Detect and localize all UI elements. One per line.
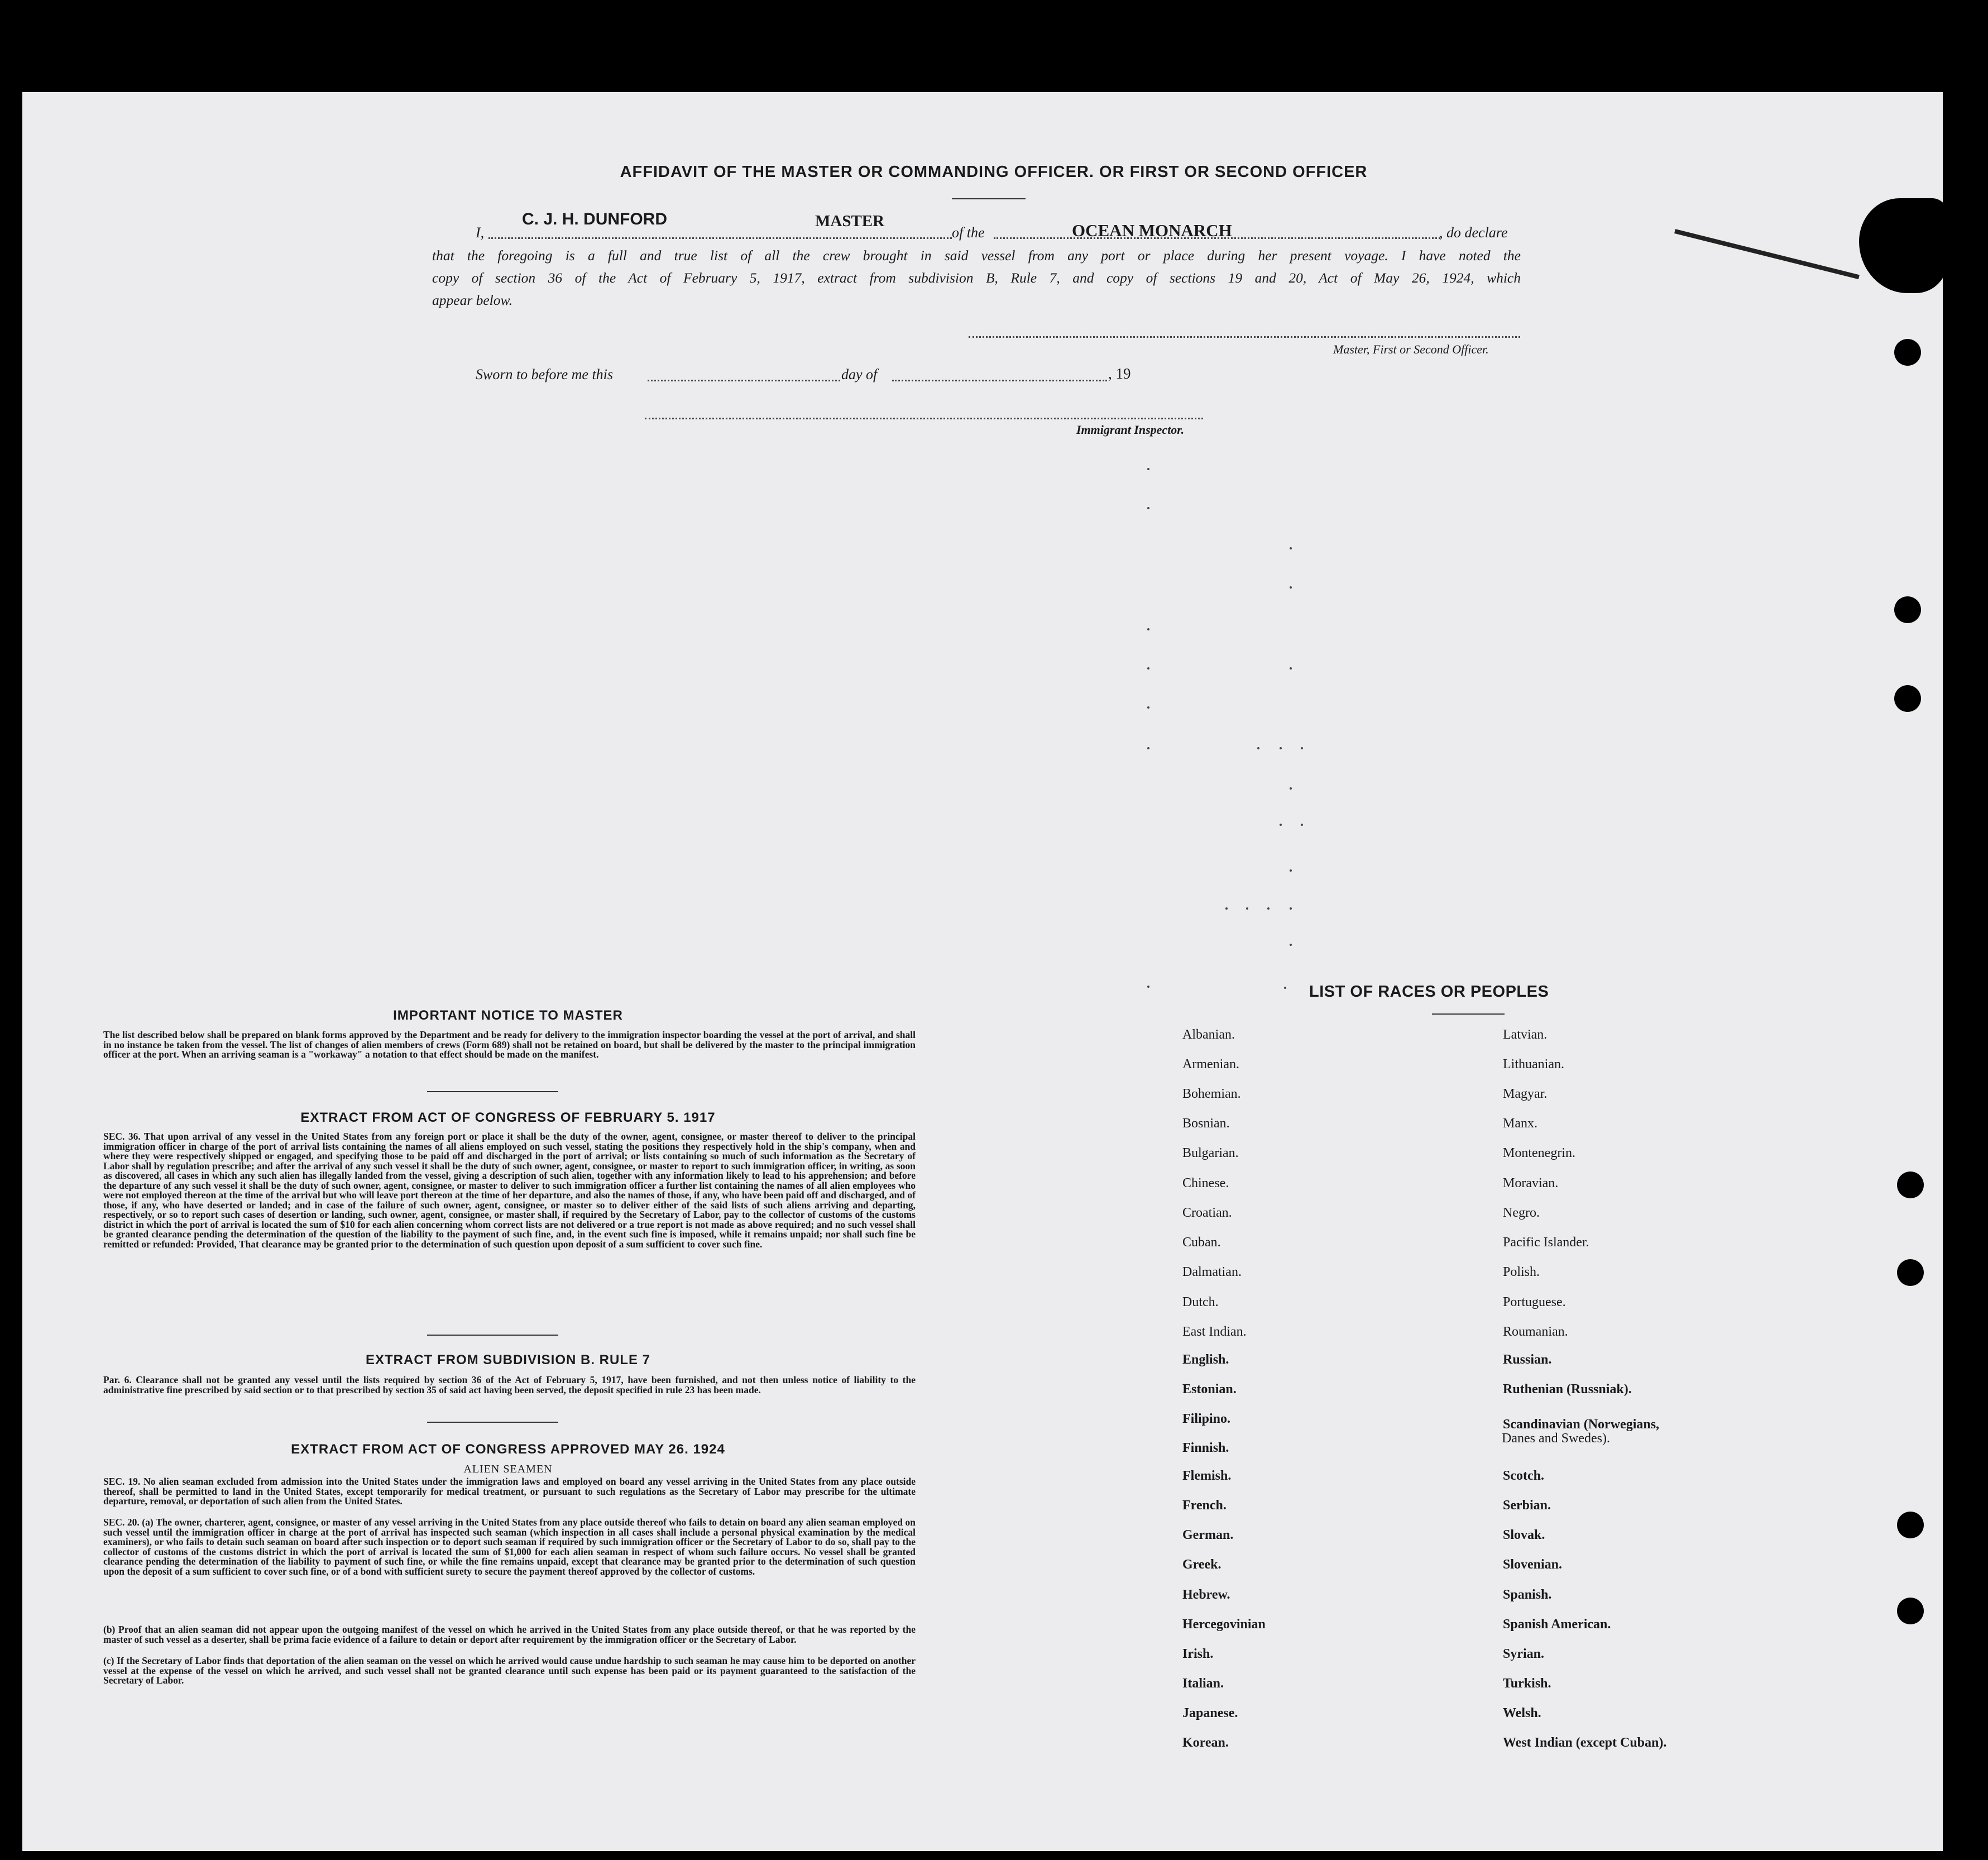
- do-declare-label: , do declare: [1439, 224, 1508, 241]
- notice-title: IMPORTANT NOTICE TO MASTER: [393, 1008, 623, 1023]
- speck: [1147, 667, 1149, 670]
- master-signature-label: Master, First or Second Officer.: [1333, 342, 1489, 356]
- race-item: Polish.: [1503, 1265, 1540, 1279]
- divider: [1432, 1013, 1505, 1015]
- race-item: Flemish.: [1182, 1469, 1232, 1483]
- race-item: Croatian.: [1182, 1206, 1232, 1220]
- race-item: Portuguese.: [1503, 1295, 1566, 1309]
- race-item: Hercegovinian: [1182, 1617, 1266, 1632]
- affidavit-line-2: that the foregoing is a full and true list of all the crew brought in said vessel from any port or place during her present voyage. I have noted the: [432, 247, 1521, 264]
- speck: [1147, 747, 1149, 749]
- year-label: , 19: [1108, 365, 1131, 382]
- binder-hole: [1894, 685, 1921, 712]
- divider: [427, 1091, 558, 1092]
- race-item: Russian.: [1503, 1352, 1552, 1367]
- speck: [1290, 667, 1292, 670]
- binder-hole: [1894, 339, 1921, 366]
- sec20a-text: SEC. 20. (a) The owner, charterer, agent, consignee, or master of any vessel arriving in the United States from any place outside thereof who fails to detain on board any alien seaman employed on such vessel until the immigration officer in charge at the port of arrival has inspected such seaman (which inspection in all cases shall include a personal physical examination by the medical examiners), or who fails to detain such seaman on board after such inspection or to deport such seaman if required by such immigration officer or the Secretary of Labor to do so, shall pay to the collector of customs of the customs district in which the port of arrival is located the sum of $1,000 for each alien seaman in respect of whom such failure occurs. No vessel shall be granted clearance pending the determination of the liability to payment of such fine, or while the fine remains unpaid, except that clearance may be granted prior to the determination of such question upon the deposit of a sum sufficient to cover such fine, or of a bond with sufficient surety to secure the payment thereof approved by the collector of customs.: [103, 1517, 916, 1577]
- race-item: Negro.: [1503, 1206, 1540, 1220]
- name-line: [488, 237, 952, 239]
- race-item: Moravian.: [1503, 1176, 1559, 1190]
- extract-1924-title: EXTRACT FROM ACT OF CONGRESS APPROVED MAY 26. 1924: [291, 1442, 725, 1457]
- race-item: Bohemian.: [1182, 1087, 1241, 1101]
- day-of-label: day of: [841, 366, 878, 382]
- race-item: Armenian.: [1182, 1057, 1239, 1072]
- race-item: Italian.: [1182, 1676, 1224, 1691]
- alien-seamen-subtitle: ALIEN SEAMEN: [463, 1463, 553, 1475]
- vessel-name: OCEAN MONARCH: [1072, 221, 1232, 240]
- race-item: West Indian (except Cuban).: [1503, 1735, 1667, 1750]
- master-name: C. J. H. DUNFORD: [522, 210, 668, 228]
- speck: [1280, 824, 1282, 826]
- race-item: Scandinavian (Norwegians,: [1503, 1417, 1660, 1432]
- speck: [1290, 907, 1292, 910]
- race-item: Finnish.: [1182, 1441, 1229, 1455]
- race-item: Greek.: [1182, 1557, 1221, 1572]
- race-item: Slovenian.: [1503, 1557, 1563, 1572]
- binder-hole: [1897, 1172, 1924, 1198]
- binder-hole: [1897, 1259, 1924, 1286]
- extract-1917-title: EXTRACT FROM ACT OF CONGRESS OF FEBRUARY 5. 1917: [300, 1110, 716, 1125]
- divider: [427, 1335, 558, 1336]
- race-item: Japanese.: [1182, 1706, 1238, 1720]
- sworn-label: Sworn to before me this: [476, 366, 614, 382]
- speck: [1267, 907, 1270, 910]
- binder-hole: [1897, 1512, 1924, 1538]
- race-item: Albanian.: [1182, 1027, 1235, 1042]
- extract-1917-text: SEC. 36. That upon arrival of any vessel in the United States from any foreign port or place it shall be the duty of the owner, agent, consignee, or master thereof to deliver to the principal immigration officer in charge of the port of arrival lists containing the names of all aliens employed on such vessel, stating the positions they respectively hold in the ship's company, when and where they were respectively shipped or engaged, and specifying those to be paid off and discharged in the port of arrival; or lists containing so much of such information as the Secretary of Labor shall by regulation prescribe; and after the arrival of any such vessel it shall be the duty of such owner, agent, consignee, or master to report to such immigration officer, in writing, as soon as discovered, all cases in which any such alien has illegally landed from the vessel, giving a description of such alien, together with any information likely to lead to his apprehension; and before the departure of any such vessel it shall be the duty of such owner, agent, consignee, or master to deliver to such immigration officer a further list containing the names of all alien employees who were not employed thereon at the time of the arrival but who will leave port thereon at the time of her departure, and also the names of those, if any, who have been paid off and discharged, and of those, if any, who have deserted or landed; and in case of the failure of such owner, agent, consignee, or master so to deliver either of the said lists of such aliens arriving and departing, respectively, or so to report such cases of desertion or landing, such owner, agent, consignee, or master shall, if required by the Secretary of Labor, pay to the collector of customs of the customs district in which the port of arrival is located the sum of $10 for each alien concerning whom correct lists are not delivered or a true report is not made as above required; and no such vessel shall be granted clearance pending the determination of the question of the liability to the payment of such fine, and, in the event such fine is imposed, while it remains unpaid; nor shall such fine be remitted or refunded: Provided, That clearance may be granted prior to the determination of such question upon deposit of a sum sufficient to cover such fine.: [103, 1131, 916, 1250]
- notice-text: The list described below shall be prepared on blank forms approved by the Department and be ready for delivery to the immigration inspector boarding the vessel at the port of arrival, and shall in no instance be taken from the vessel. The list of changes of alien members of crews (Form 689) shall not be retained on board, but shall be delivered by the master to the principal immigration officer at the port. When an arriving seaman is a "workaway" a notation to that effect should be made on the manifest.: [103, 1029, 916, 1060]
- affidavit-line-4: appear below.: [432, 292, 513, 308]
- speck: [1290, 944, 1292, 946]
- speck: [1147, 468, 1149, 470]
- speck: [1290, 869, 1292, 872]
- affidavit-title: AFFIDAVIT OF THE MASTER OR COMMANDING OFFICER. OR FIRST OR SECOND OFFICER: [620, 163, 1368, 181]
- race-item: Pacific Islander.: [1503, 1235, 1589, 1250]
- race-item: Cuban.: [1182, 1235, 1221, 1250]
- speck: [1225, 907, 1228, 910]
- divider: [427, 1422, 558, 1423]
- races-title: LIST OF RACES OR PEOPLES: [1309, 983, 1549, 1001]
- race-item: Manx.: [1503, 1116, 1537, 1131]
- race-item: Syrian.: [1503, 1647, 1545, 1661]
- sec20b-text: (b) Proof that an alien seaman did not appear upon the outgoing manifest of the vessel on which he arrived in the United States from any place outside thereof, or that he was reported by the master of such vessel as a deserter, shall be prima facie evidence of a failure to detain or deport after requirement by the immigration officer or the Secretary of Labor.: [103, 1624, 916, 1645]
- binder-hole: [1894, 596, 1921, 623]
- speck: [1147, 986, 1149, 988]
- race-item: Ruthenian (Russniak).: [1503, 1382, 1632, 1397]
- binder-hole: [1897, 1598, 1924, 1624]
- race-item: Hebrew.: [1182, 1588, 1230, 1602]
- race-item: Montenegrin.: [1503, 1146, 1575, 1160]
- race-item: Lithuanian.: [1503, 1057, 1564, 1072]
- speck: [1280, 747, 1282, 749]
- speck: [1147, 628, 1149, 630]
- race-item: Turkish.: [1503, 1676, 1551, 1691]
- race-item: Serbian.: [1503, 1498, 1551, 1513]
- speck: [1290, 787, 1292, 790]
- race-item: Roumanian.: [1503, 1325, 1568, 1339]
- race-item: English.: [1182, 1352, 1229, 1367]
- race-item: Spanish.: [1503, 1588, 1552, 1602]
- race-item: Slovak.: [1503, 1528, 1545, 1542]
- speck: [1246, 907, 1248, 910]
- speck: [1290, 586, 1292, 589]
- affidavit-line-3: copy of section 36 of the Act of February 5, 1917, extract from subdivision B, Rule 7, and copy of sections 19 and 20, Act of May 26, 1924, which: [432, 270, 1521, 286]
- signature-line: [969, 336, 1520, 338]
- race-item: German.: [1182, 1528, 1234, 1542]
- race-item: Irish.: [1182, 1647, 1214, 1661]
- speck: [1301, 824, 1303, 826]
- speck: [1284, 987, 1286, 989]
- speck: [1290, 547, 1292, 549]
- rule7-title: EXTRACT FROM SUBDIVISION B. RULE 7: [365, 1352, 651, 1367]
- speck: [1301, 747, 1303, 749]
- of-the-label: of the: [952, 224, 985, 241]
- race-item: Chinese.: [1182, 1176, 1229, 1190]
- speck: [1147, 507, 1149, 509]
- race-item: Welsh.: [1503, 1706, 1541, 1720]
- race-item: Spanish American.: [1503, 1617, 1611, 1632]
- race-item: Scotch.: [1503, 1469, 1544, 1483]
- race-item: Estonian.: [1182, 1382, 1237, 1397]
- race-item: East Indian.: [1182, 1325, 1247, 1339]
- race-item: Dalmatian.: [1182, 1265, 1242, 1279]
- race-item: Dutch.: [1182, 1295, 1219, 1309]
- sworn-day-line: [648, 380, 840, 381]
- rule7-text: Par. 6. Clearance shall not be granted any vessel until the lists required by section 36 of the Act of February 5, 1917, have been furnished, and not then unless notice of liability to the administrative fine prescribed by said section or to that prescribed by section 35 of said act having been served, the deposit specified in rule 23 has been made.: [103, 1374, 916, 1395]
- race-item: Magyar.: [1503, 1087, 1548, 1101]
- document-sheet: [22, 92, 1943, 1851]
- speck: [1257, 747, 1259, 749]
- race-item: Latvian.: [1503, 1027, 1548, 1042]
- race-item: Korean.: [1182, 1735, 1229, 1750]
- sworn-month-line: [892, 380, 1107, 381]
- sec20c-text: (c) If the Secretary of Labor finds that deportation of the alien seaman on the vessel on which he arrived would cause undue hardship to such seaman he may cause him to be deported on another vessel at the expense of the vessel on which he arrived, and such vessel shall not be granted clearance until such expense has been paid or its payment guaranteed to the satisfaction of the Secretary of Labor.: [103, 1655, 916, 1686]
- race-item: Filipino.: [1182, 1412, 1231, 1426]
- sec19-text: SEC. 19. No alien seaman excluded from admission into the United States under the immigration laws and employed on board any vessel arriving in the United States from any place outside thereof, shall be permitted to land in the United States, except temporarily for medical treatment, or pursuant to such regulations as the Secretary of Labor may prescribe for the ultimate departure, removal, or deportation of such alien from the United States.: [103, 1476, 916, 1507]
- race-item: Bosnian.: [1182, 1116, 1230, 1131]
- speck: [1147, 706, 1149, 709]
- race-scandinavian-continued: Danes and Swedes).: [1502, 1431, 1610, 1446]
- i-label: I,: [476, 224, 485, 241]
- master-rank: MASTER: [815, 212, 885, 230]
- divider: [952, 198, 1026, 199]
- race-item: French.: [1182, 1498, 1227, 1513]
- inspector-line: [645, 418, 1203, 419]
- race-item: Bulgarian.: [1182, 1146, 1239, 1160]
- inspector-label: Immigrant Inspector.: [1076, 423, 1185, 437]
